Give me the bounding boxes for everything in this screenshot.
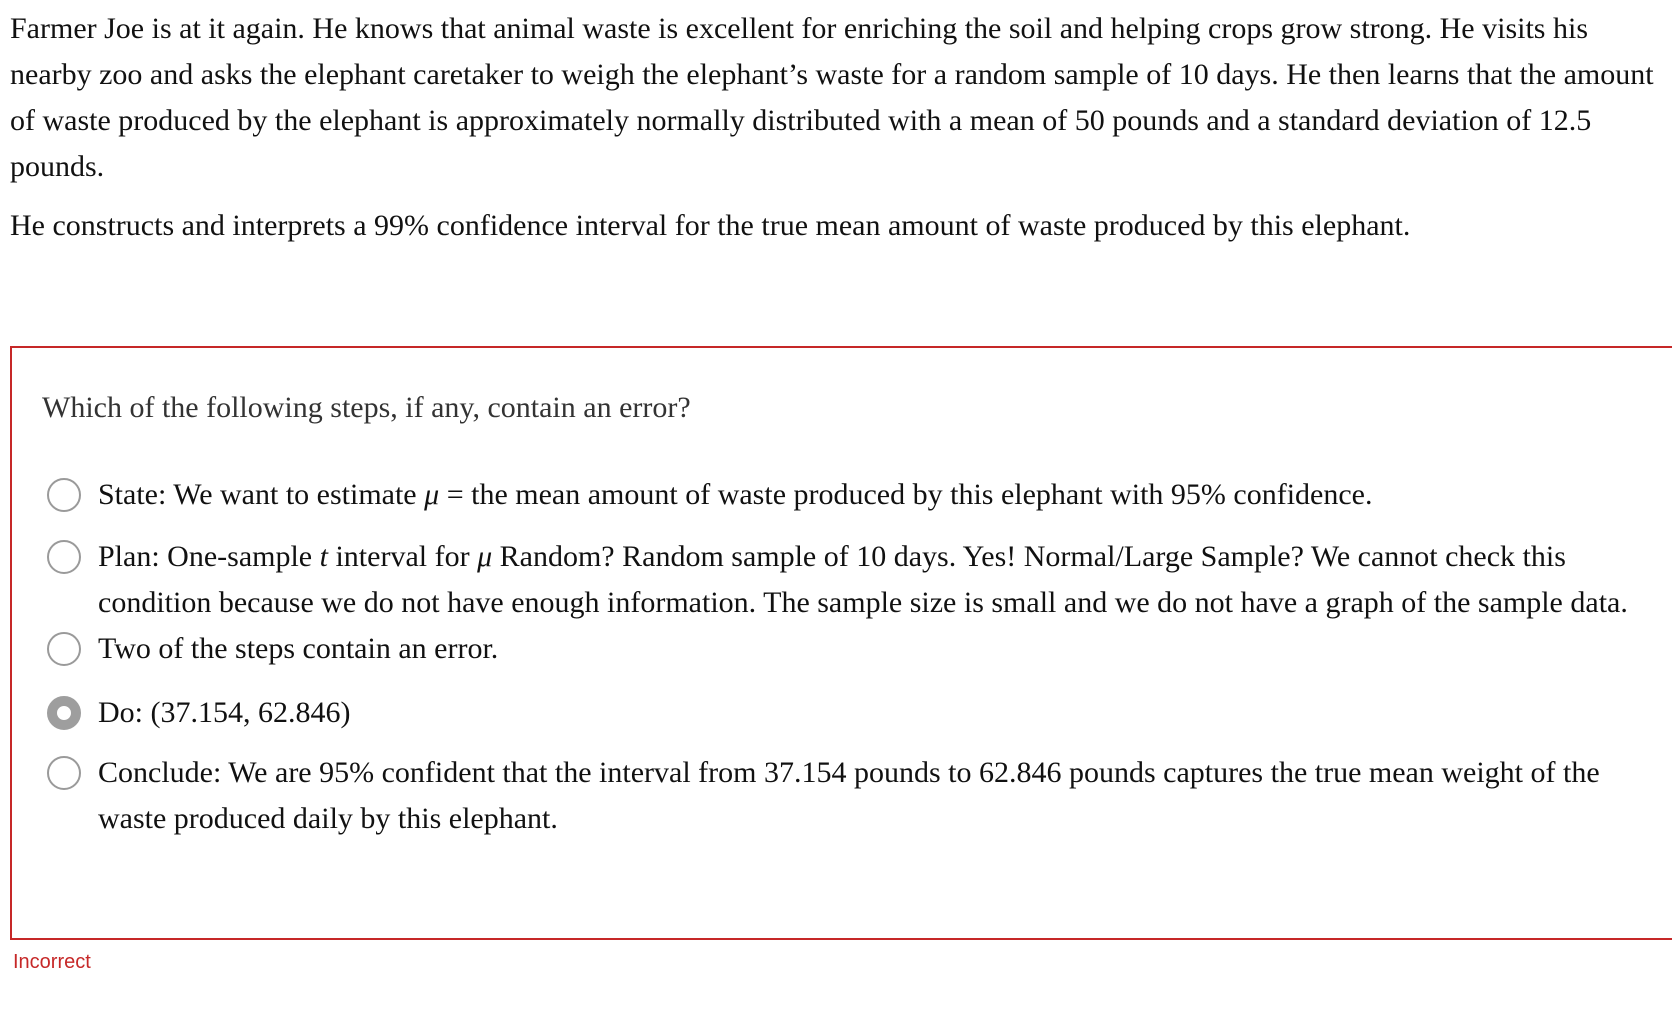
radio-button-state[interactable]	[47, 478, 81, 512]
choice-two-steps[interactable]	[12, 626, 1672, 672]
question-prompt: Which of the following steps, if any, contain an error?	[42, 391, 691, 424]
choice-do[interactable]	[12, 690, 1672, 736]
choice-plan[interactable]	[12, 534, 1672, 626]
choice-conclude-text: Conclude: We are 95% confident that the interval from 37.154 pounds to 62.846 pounds captures the true mean weight of the waste produced daily by this elephant.	[98, 756, 1600, 835]
choice-plan-text: Plan: One-sample t interval for μ Random? Random sample of 10 days. Yes! Normal/Large Sample? We cannot check this condition because we do not have enough information. The sample size is small and we do not have a graph of the sample data.	[98, 540, 1628, 619]
question-stem	[10, 6, 1660, 249]
choice-list	[12, 472, 1672, 842]
answer-status-label: Incorrect	[13, 951, 91, 973]
choice-state[interactable]	[12, 472, 1672, 518]
choice-do-text: Do: (37.154, 62.846)	[98, 696, 351, 729]
stem-paragraph-2: He constructs and interprets a 99% confidence interval for the true mean amount of waste produced by this elephant.	[10, 209, 1411, 242]
radio-button-plan[interactable]	[47, 540, 81, 574]
choice-state-text: State: We want to estimate μ = the mean amount of waste produced by this elephant with 95% confidence.	[98, 478, 1373, 511]
radio-button-conclude[interactable]	[47, 756, 81, 790]
choice-conclude[interactable]	[12, 750, 1672, 842]
radio-button-two-steps[interactable]	[47, 632, 81, 666]
stem-paragraph-1: Farmer Joe is at it again. He knows that animal waste is excellent for enriching the soil and helping crops grow strong. He visits his nearby zoo and asks the elephant caretaker to weigh the elephant’s waste for a random sample of 10 days. He then learns that the amount of waste produced by the elephant is approximately normally distributed with a mean of 50 pounds and a standard deviation of 12.5 pounds.	[10, 12, 1654, 183]
answer-choices-panel	[10, 346, 1672, 940]
radio-button-do-selected[interactable]	[47, 696, 81, 730]
choice-two-steps-text: Two of the steps contain an error.	[98, 632, 499, 665]
